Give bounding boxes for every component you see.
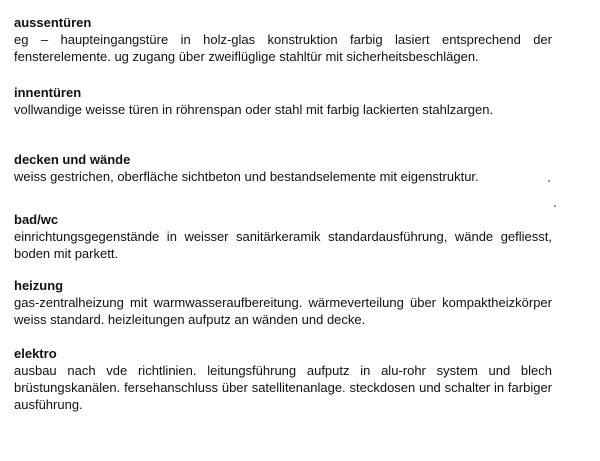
section-heading: elektro — [14, 346, 57, 361]
section-heizung — [14, 278, 552, 328]
section-bad-wc — [14, 212, 552, 262]
section-heading: innentüren — [14, 85, 82, 100]
section-text: ausbau nach vde richtlinien. leitungsführung aufputz in alu-rohr system und blech brüstungskanälen. fersehanschluss über satellitenanlage. steckdosen und schalter in farbiger ausführung. — [14, 363, 552, 412]
section-heading: bad/wc — [14, 212, 59, 227]
section-aussentueren — [14, 15, 552, 65]
section-text: weiss gestrichen, oberfläche sichtbeton und bestandselemente mit eigenstruktur. — [14, 169, 479, 184]
section-heading: heizung — [14, 278, 64, 293]
scan-speck — [554, 205, 556, 207]
section-decken-und-waende — [14, 152, 552, 185]
section-text: gas-zentralheizung mit warmwasseraufbereitung. wärmeverteilung über kompaktheizkörper weiss standard. heizleitungen aufputz an wänden und decke. — [14, 295, 552, 327]
section-heading: decken und wände — [14, 152, 131, 167]
section-text: einrichtungsgegenstände in weisser sanitärkeramik standardausführung, wände gefliesst, boden mit parkett. — [14, 229, 552, 261]
section-heading: aussentüren — [14, 15, 92, 30]
section-elektro — [14, 346, 552, 413]
scan-speck — [548, 180, 550, 182]
section-innentueren — [14, 85, 552, 118]
section-text: eg – haupteingangstüre in holz-glas konstruktion farbig lasiert entsprechend der fensterelemente. ug zugang über zweiflüglige stahltür mit sicherheitsbeschlägen. — [14, 32, 552, 64]
section-text: vollwandige weisse türen in röhrenspan oder stahl mit farbig lackierten stahlzargen. — [14, 102, 494, 117]
